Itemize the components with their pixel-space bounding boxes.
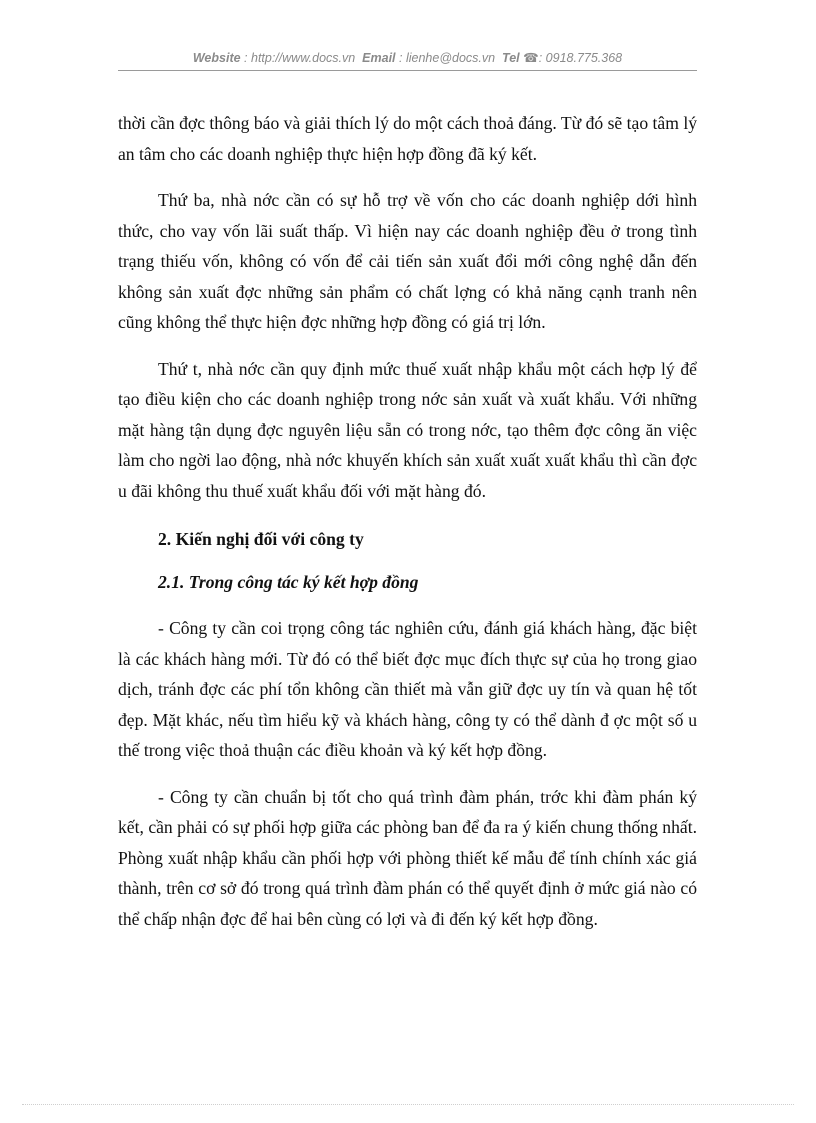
subsection-heading: 2.1. Trong công tác ký kết hợp đồng bbox=[158, 571, 419, 592]
paragraph-2: Thứ ba, nhà nớc cần có sự hỗ trợ về vốn cho các doanh nghiệp dới hình thức, cho vay vốn lãi suất thấp. Vì hiện nay các doanh nghiệp đều ở trong tình trạng thiếu vốn, không có vốn để cải tiến sản xuất đổi mới công nghệ dẫn đến không sản xuất đợc những sản phẩm có chất lợng có khả năng cạnh tranh nên cũng không thể thực hiện đợc những hợp đồng có giá trị lớn. bbox=[118, 190, 697, 332]
tel-label: Tel bbox=[502, 51, 520, 65]
page-header bbox=[118, 50, 697, 65]
email-link[interactable]: : lienhe@docs.vn bbox=[399, 51, 496, 65]
tel-value: : 0918.775.368 bbox=[538, 51, 623, 65]
website-label: Website bbox=[192, 51, 241, 65]
header-divider bbox=[118, 70, 697, 71]
phone-icon: ☎ bbox=[523, 51, 539, 65]
footer-divider bbox=[22, 1104, 794, 1105]
website-link[interactable]: : http://www.docs.vn bbox=[244, 51, 356, 65]
paragraph-4: - Công ty cần coi trọng công tác nghiên cứu, đánh giá khách hàng, đặc biệt là các khách hàng mới. Từ đó có thể biết đợc mục đích thực sự của họ trong giao dịch, tránh đợc các phí tổn không cần thiết mà vẫn giữ đợc uy tín và quan hệ tốt đẹp. Mặt khác, nếu tìm hiểu kỹ và khách hàng, công ty có thể dành đ ợc một số u thế trong việc thoả thuận các điều khoản và ký kết hợp đồng. bbox=[118, 618, 697, 760]
paragraph-3: Thứ t, nhà nớc cần quy định mức thuế xuất nhập khẩu một cách hợp lý để tạo điều kiện cho các doanh nghiệp trong nớc sản xuất và xuất khẩu. Với những mặt hàng tận dụng đợc nguyên liệu sẵn có trong nớc, tạo thêm đợc công ăn việc làm cho ngời lao động, nhà nớc khuyến khích sản xuất xuất xuất khẩu thì cần đợc u đãi không thu thuế xuất khẩu đối với mặt hàng đó. bbox=[118, 358, 697, 501]
email-label: Email bbox=[362, 51, 396, 65]
paragraph-5: - Công ty cần chuẩn bị tốt cho quá trình đàm phán, trớc khi đàm phán ký kết, cần phải có sự phối hợp giữa các phòng ban để đa ra ý kiến chung thống nhất. Phòng xuất nhập khẩu cần phối hợp với phòng thiết kế mẫu để tính chính xác giá thành, trên cơ sở đó trong quá trình đàm phán có thể quyết định ở mức giá nào có thể chấp nhận đợc để hai bên cùng có lợi và đi đến ký kết hợp đồng. bbox=[118, 786, 697, 929]
document-body bbox=[118, 108, 697, 934]
paragraph-1: thời cần đợc thông báo và giải thích lý do một cách thoả đáng. Từ đó sẽ tạo tâm lý an tâm cho các doanh nghiệp thực hiện hợp đồng đã ký kết. bbox=[118, 113, 697, 164]
section-heading: 2. Kiến nghị đối với công ty bbox=[158, 529, 364, 549]
